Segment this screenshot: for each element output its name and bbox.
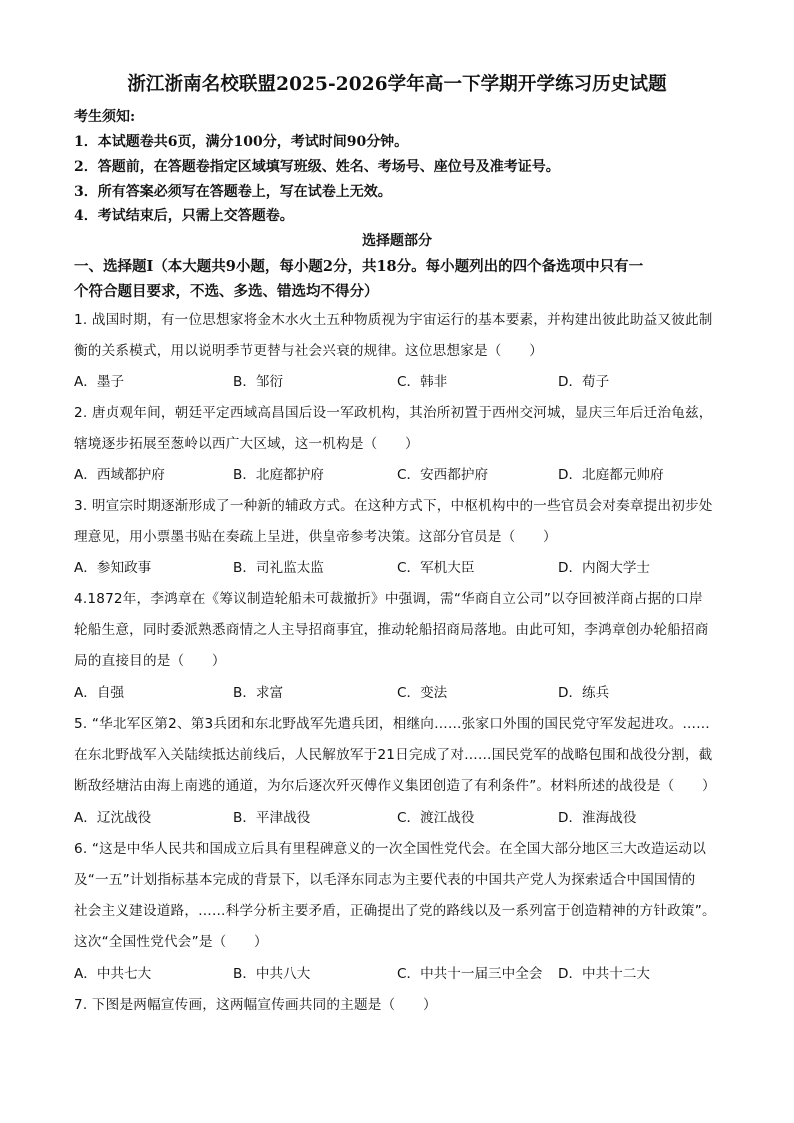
part-heading-line: 个符合题目要求，不选、多选、错选均不得分） [74, 283, 379, 300]
option-d: D．练兵 [558, 685, 610, 701]
option-c: C．中共十一届三中全会 [397, 966, 543, 982]
option-a: A．墨子 [74, 374, 125, 390]
option-a: A．辽沈战役 [74, 810, 152, 826]
option-b: B．平津战役 [233, 810, 311, 826]
notice-heading: 考生须知: [74, 109, 136, 125]
question-text-line: 3. 明宣宗时期逐渐形成了一种新的辅政方式。在这种方式下，中枢机构中的一些官员会对奏章提出初步处 [74, 498, 713, 514]
option-c: C．军机大臣 [397, 560, 475, 576]
option-a: A．西域都护府 [74, 467, 165, 483]
option-b: B．北庭都护府 [233, 467, 324, 483]
option-c: C．变法 [397, 685, 448, 701]
option-b: B．司礼监太监 [233, 560, 324, 576]
question-text-line: 断敌经塘沽由海上南逃的通道，为尔后逐次歼灭傅作义集团创造了有利条件”。材料所述的战役是（ ） [74, 778, 716, 794]
option-a: A．中共七大 [74, 966, 152, 982]
section-title: 选择题部分 [362, 233, 432, 249]
question-text-line: 社会主义建设道路，……科学分析主要矛盾，正确提出了党的路线以及一系列富于创造精神的方针政策”。 [74, 903, 716, 919]
option-c: C．韩非 [397, 374, 448, 390]
notice-item: 4．考试结束后，只需上交答题卷。 [74, 208, 294, 224]
option-b: B．求富 [233, 685, 284, 701]
question-text-line: 这次“全国性党代会”是（ ） [74, 934, 268, 950]
notice-item: 2．答题前，在答题卷指定区域填写班级、姓名、考场号、座位号及准考证号。 [74, 159, 560, 175]
question-text-line: 7. 下图是两幅宣传画，这两幅宣传画共同的主题是（ ） [74, 997, 437, 1013]
question-text-line: 在东北野战军入关陆续抵达前线后，人民解放军于21日完成了对……国民党军的战略包围和战役分割，截 [74, 747, 713, 763]
question-text-line: 衡的关系模式，用以说明季节更替与社会兴衰的规律。这位思想家是（ ） [74, 343, 543, 359]
option-a: A．参知政事 [74, 560, 152, 576]
question-text-line: 辖境逐步拓展至葱岭以西广大区域，这一机构是（ ） [74, 436, 419, 452]
question-text-line: 2. 唐贞观年间，朝廷平定西域高昌国后设一军政机构，其治所初置于西州交河城，显庆三年后迁治龟兹， [74, 405, 713, 421]
option-b: B．中共八大 [233, 966, 311, 982]
option-b: B．邹衍 [233, 374, 284, 390]
notice-item: 1．本试题卷共6页，满分100分，考试时间90分钟。 [74, 134, 409, 150]
question-text-line: 5. “华北军区第2、第3兵团和东北野战军先遣兵团，相继向……张家口外围的国民党守军发起进攻。…… [74, 716, 710, 732]
question-text-line: 4.1872年，李鸿章在《筹议制造轮船未可裁撤折》中强调，需“华商自立公司”以夺回被洋商占据的口岸 [74, 591, 703, 607]
option-a: A．自强 [74, 685, 125, 701]
option-d: D．淮海战役 [558, 810, 637, 826]
notice-item: 3．所有答案必须写在答题卷上，写在试卷上无效。 [74, 184, 392, 200]
option-c: C．渡江战役 [397, 810, 475, 826]
option-d: D．北庭都元帅府 [558, 467, 664, 483]
part-heading-line: 一、选择题Ⅰ（本大题共9小题，每小题2分，共18分。每小题列出的四个备选项中只有一 [74, 258, 644, 275]
question-text-line: 1. 战国时期，有一位思想家将金木水火土五种物质视为宇宙运行的基本要素，并构建出彼此助益又彼此制 [74, 312, 713, 328]
question-text-line: 轮船生意，同时委派熟悉商情之人主导招商事宜，推动轮船招商局落地。由此可知，李鸿章创办轮船招商 [74, 622, 709, 638]
option-c: C．安西都护府 [397, 467, 489, 483]
option-d: D．内阁大学士 [558, 560, 651, 576]
question-text-line: 6. “这是中华人民共和国成立后具有里程碑意义的一次全国性党代会。在全国大部分地区三大改造运动以 [74, 841, 707, 857]
exam-title: 浙江浙南名校联盟2025-2026学年高一下学期开学练习历史试题 [127, 74, 667, 95]
question-text-line: 理意见，用小票墨书贴在奏疏上呈进，供皇帝参考决策。这部分官员是（ ） [74, 529, 557, 545]
option-d: D．荀子 [558, 374, 610, 390]
option-d: D．中共十二大 [558, 966, 651, 982]
question-text-line: 局的直接目的是（ ） [74, 653, 226, 669]
question-text-line: 及“一五”计划指标基本完成的背景下，以毛泽东同志为主要代表的中国共产党人为探索适合中国国情的 [74, 872, 696, 888]
